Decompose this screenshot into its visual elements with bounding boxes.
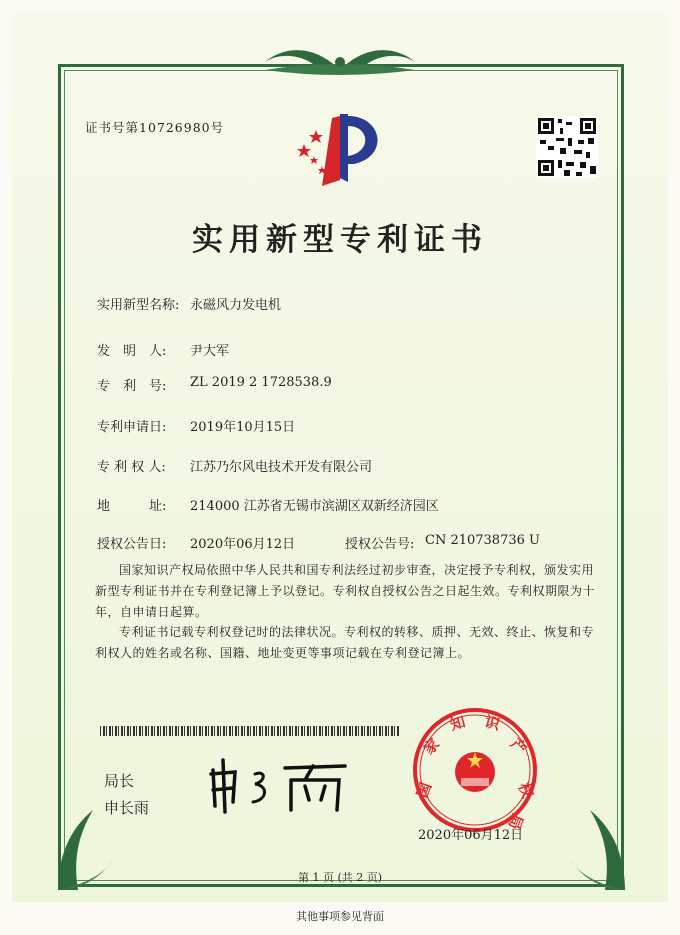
patent-logo-icon (292, 108, 392, 190)
field-label-address: 地 址: (97, 499, 167, 514)
svg-text:家: 家 (419, 734, 444, 759)
qr-code-icon (536, 116, 598, 178)
field-label-utility-name: 实用新型名称: (97, 298, 180, 313)
field-value-grant-number: CN 210738736 U (425, 533, 540, 548)
svg-text:国: 国 (413, 780, 436, 801)
svg-text:产: 产 (506, 734, 531, 759)
barcode-strip (100, 726, 400, 736)
field-label-patentee: 专 利 权 人: (97, 460, 166, 475)
seal-date: 2020年06月12日 (418, 828, 524, 843)
legal-paragraph-1: 国家知识产权局依照中华人民共和国专利法经过初步审查，决定授予专利权，颁发实用新型专利证书并在专利登记簿上予以登记。专利权自授权公告之日起生效。专利权期限为十年，自申请日起算。 (95, 563, 596, 619)
page-indicator: 第 1 页 (共 2 页) (297, 871, 383, 884)
field-value-patent-number: ZL 2019 2 1728538.9 (190, 375, 332, 390)
field-value-patentee: 江苏乃尔风电技术开发有限公司 (190, 460, 373, 475)
field-value-inventor: 尹大军 (190, 344, 230, 359)
field-label-grant-date: 授权公告日: (97, 537, 167, 552)
field-label-application-date: 专利申请日: (97, 420, 167, 435)
field-label-grant-number: 授权公告号: (345, 537, 415, 552)
legal-paragraph-2: 专利证书记载专利权登记时的法律状况。专利权的转移、质押、无效、终止、恢复和专利权人的姓名或名称、国籍、地址变更等事项记载在专利登记簿上。 (95, 625, 595, 660)
svg-text:局: 局 (504, 811, 527, 832)
signature-title: 局长 (104, 772, 135, 790)
handwritten-signature-icon (205, 756, 355, 814)
footer-note: 其他事项参见背面 (296, 910, 384, 923)
certificate-title: 实用新型专利证书 (192, 222, 488, 258)
svg-text:权: 权 (514, 780, 537, 801)
field-value-grant-date: 2020年06月12日 (190, 537, 296, 552)
svg-text:识: 识 (482, 712, 502, 734)
field-value-application-date: 2019年10月15日 (190, 420, 296, 435)
top-ornament-icon (245, 40, 435, 84)
field-value-utility-name: 永磁风力发电机 (190, 298, 282, 313)
field-label-patent-number: 专 利 号: (97, 379, 167, 394)
certificate-number: 证书号第10726980号 (85, 120, 225, 135)
svg-text:知: 知 (448, 712, 468, 734)
field-label-inventor: 发 明 人: (97, 344, 167, 359)
signature-name: 申长雨 (104, 799, 150, 817)
official-seal-icon (411, 706, 539, 834)
field-value-address: 214000 江苏省无锡市滨湖区双新经济园区 (190, 499, 439, 514)
